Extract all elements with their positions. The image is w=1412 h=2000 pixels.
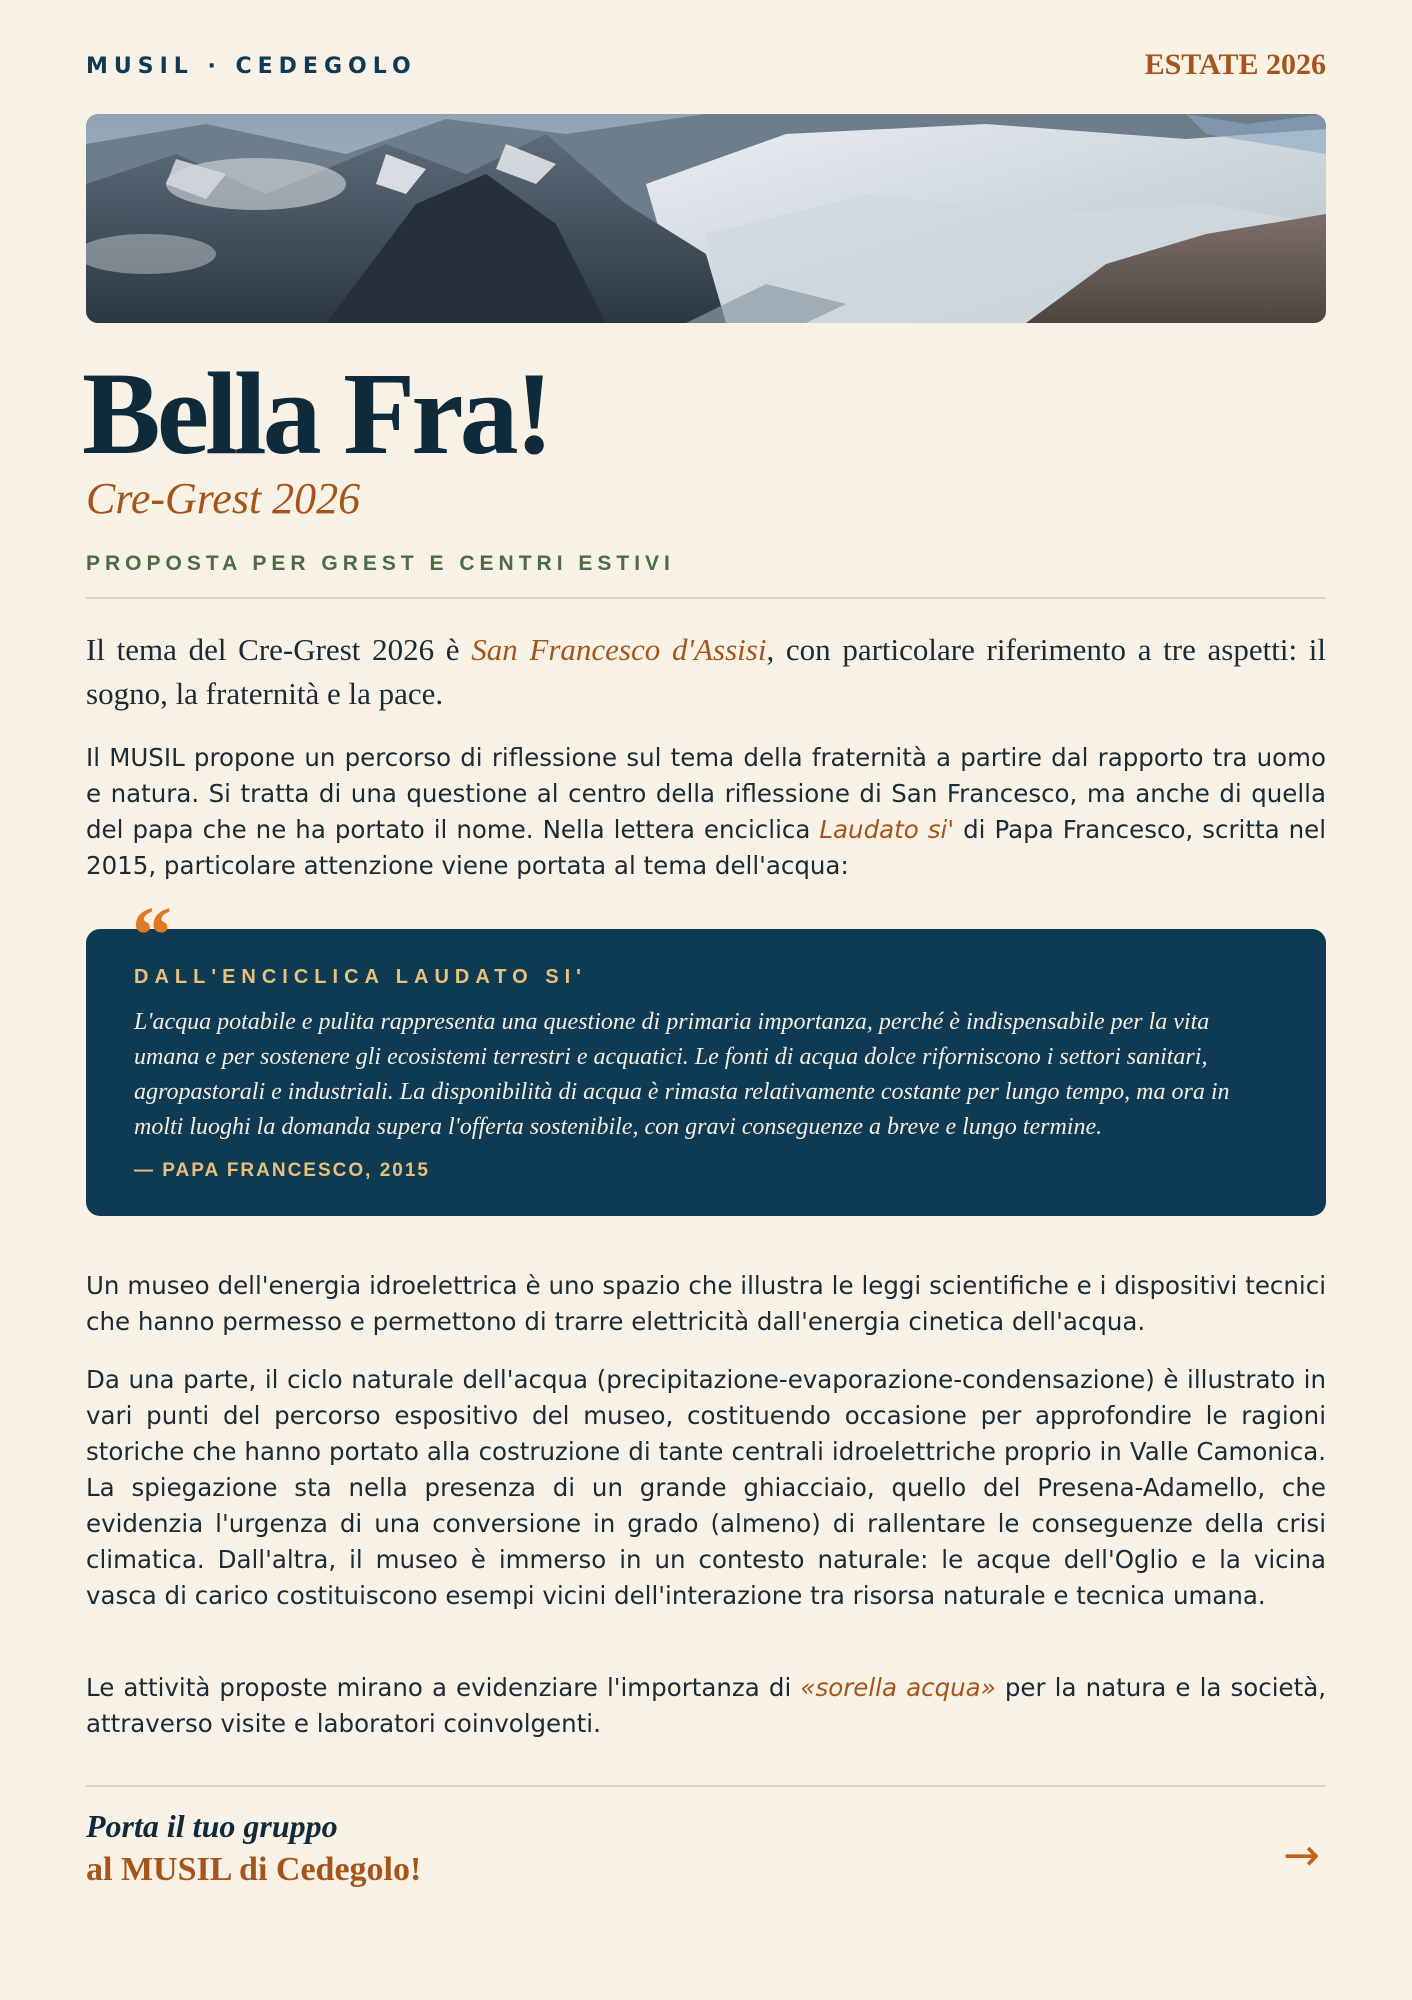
quote-label: DALL'ENCICLICA LAUDATO SI' (134, 966, 587, 988)
sorella-acqua: «sorella acqua» (800, 1673, 996, 1702)
lead-accent: San Francesco d'Assisi (471, 632, 767, 667)
cta-line-2: al MUSIL di Cedegolo! (86, 1851, 422, 1888)
intro-text-start: Il MUSIL propone un percorso di riflessione sul tema della fraternità a partire dal rapporto tra uomo e natura. Si tratta di una questione al centro della riflessione di San Francesco, ma anche di quella del papa che ne ha portato il nome. Nella lettera enciclica (86, 743, 1326, 844)
quote-citation: — PAPA FRANCESCO, 2015 (134, 1160, 430, 1181)
divider (86, 1785, 1326, 1787)
museum-paragraph: Un museo dell'energia idroelettrica è uno spazio che illustra le leggi scientifiche e i dispositivi tecnici che hanno permesso e permettono di trarre elettricità dall'energia cinetica dell'acqua. (86, 1271, 1326, 1336)
page-subtitle: Cre-Grest 2026 (86, 474, 361, 523)
brand-label: MUSIL · CEDEGOLO (86, 54, 417, 79)
intro-paragraph (86, 740, 1326, 884)
arrow-right-icon[interactable]: → (1283, 1830, 1320, 1881)
season-label: ESTATE 2026 (1144, 48, 1326, 81)
activities-text-start: Le attività proposte mirano a evidenziare l'importanza di (86, 1673, 801, 1702)
activities-text-end: per la natura e la società, attraverso visite e laboratori coinvolgenti. (86, 1673, 1326, 1738)
divider (86, 597, 1326, 599)
intro-text-end: di Papa Francesco, scritta nel 2015, particolare attenzione viene portata al tema dell'acqua: (86, 815, 1327, 880)
lead-paragraph (86, 628, 1326, 716)
mountain-glacier-photo (86, 114, 1326, 323)
quote-icon: “ (132, 892, 172, 980)
lead-text-end: , con particolare riferimento a tre aspetti: il sogno, la fraternità e la pace. (86, 632, 1326, 711)
page-title: Bella Fra! (82, 348, 550, 479)
quote-box (86, 929, 1326, 1216)
kicker-label: PROPOSTA PER GREST E CENTRI ESTIVI (86, 552, 675, 575)
water-cycle-paragraph: Da una parte, il ciclo naturale dell'acqua (precipitazione-evaporazione-condensazione) è illustrato in vari punti del percorso espositivo del museo, costituendo occasione per approfondire le ragioni storiche che hanno portato alla costruzione di tante centrali idroelettriche proprio in Valle Camonica. La spiegazione sta nella presenza di un grande ghiacciaio, quello del Presena-Adamello, che evidenzia l'urgenza di una conversione in grado (almeno) di rallentare le conseguenze della crisi climatica. Dall'altra, il museo è immerso in un contesto naturale: le acque dell'Oglio e la vicina vasca di carico costituiscono esempi vicini dell'interazione tra risorsa naturale e tecnica umana. (86, 1365, 1326, 1610)
activities-paragraph (86, 1670, 1326, 1742)
top-bar (86, 48, 1326, 88)
cta-line-1: Porta il tuo gruppo (86, 1808, 338, 1844)
encyclical-title: Laudato si' (819, 815, 955, 844)
lead-text-start: Il tema del Cre-Grest 2026 è (86, 632, 472, 667)
quote-text: L'acqua potabile e pulita rappresenta una questione di primaria importanza, perché è indispensabile per la vita umana e per sostenere gli ecosistemi terrestri e acquatici. Le fonti di acqua dolce riforniscono i settori sanitari, agropastorali e industriali. La disponibilità di acqua è rimasta relativamente costante per lungo tempo, ma ora in molti luoghi la domanda supera l'offerta sostenibile, con gravi conseguenze a breve e lungo termine. (134, 1009, 1230, 1140)
